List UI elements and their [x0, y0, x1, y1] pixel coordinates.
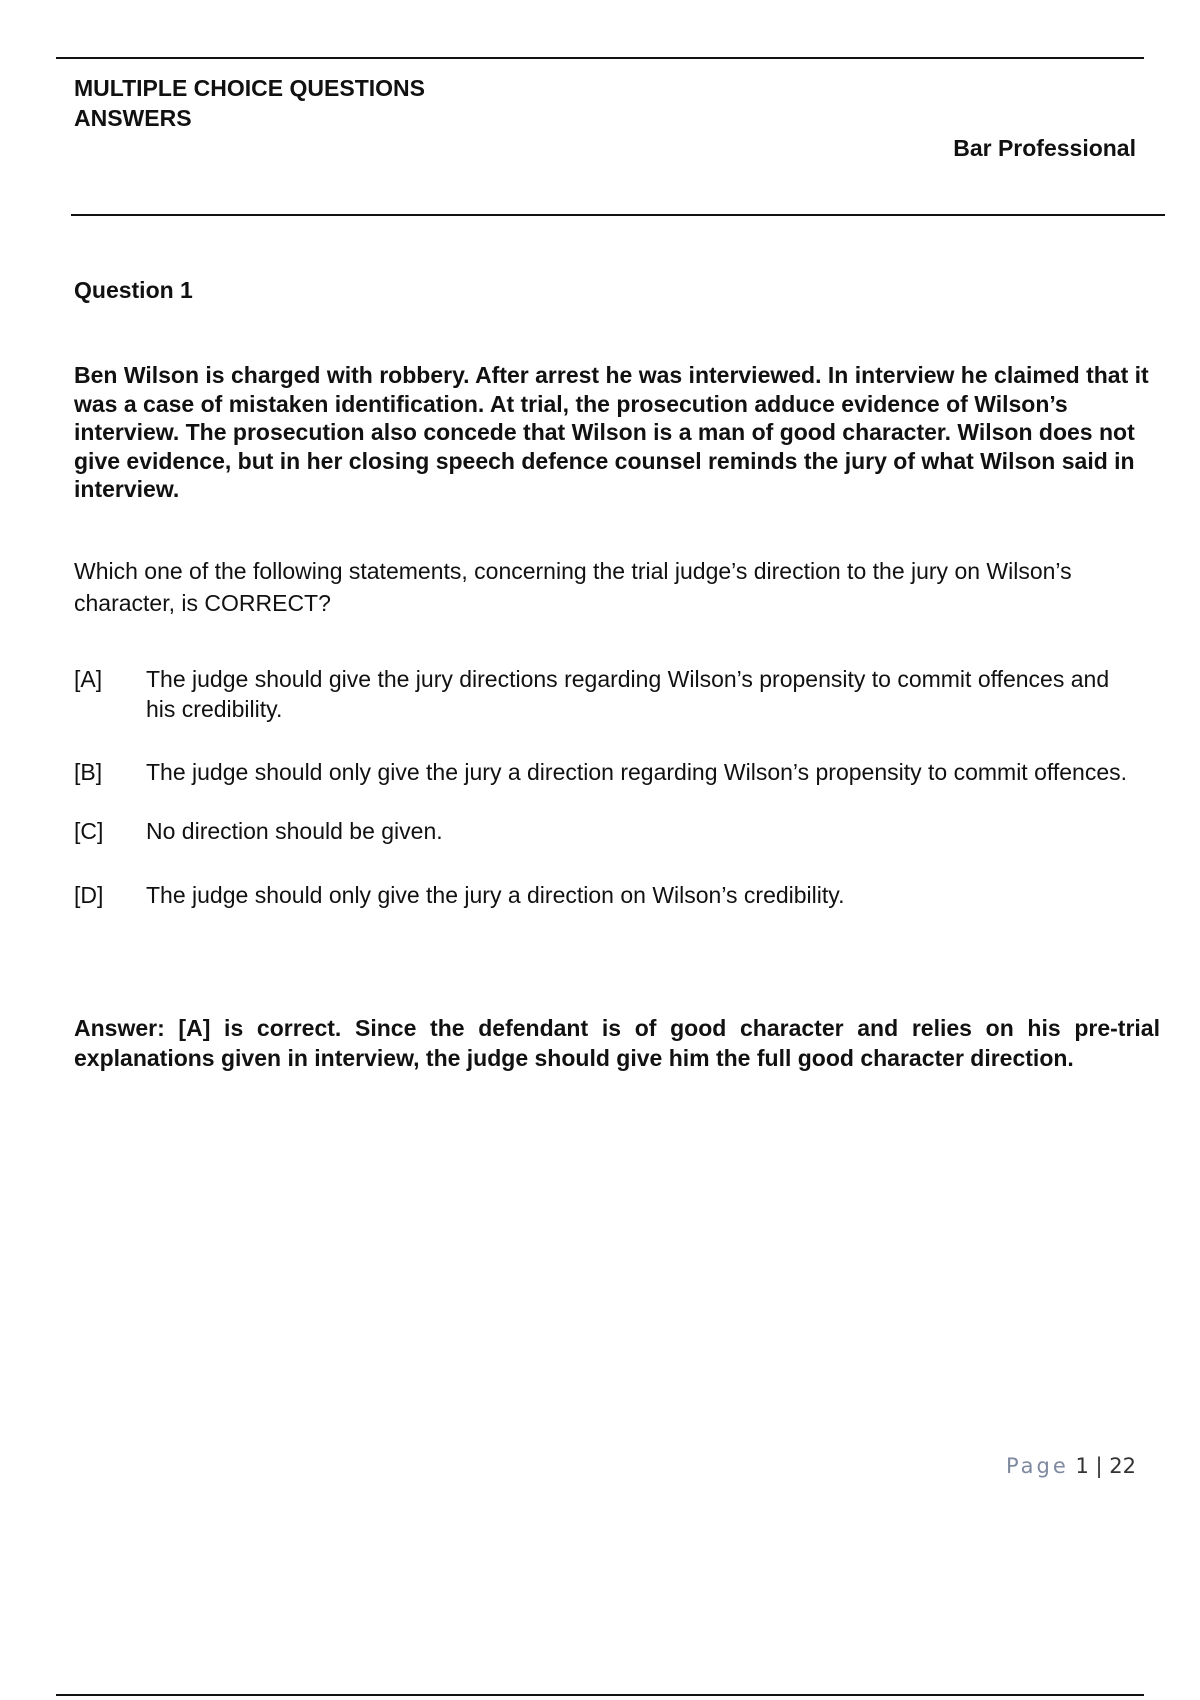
page-number [1006, 1452, 1136, 1480]
header-top-rule [56, 57, 1144, 59]
option-text: The judge should give the jury directions regarding Wilson’s propensity to commit offences and his credibility. [146, 666, 1110, 722]
answer-explanation: Answer: [A] is correct. Since the defendant is of good character and relies on his pre-trial explanations given in interview, the judge should give him the full good character direction. [74, 1015, 1160, 1071]
answer-options-list [74, 664, 1134, 910]
option-letter: [D] [74, 882, 104, 908]
question-heading: Question 1 [74, 277, 193, 303]
option-a [74, 664, 1134, 724]
document-title: MULTIPLE CHOICE QUESTIONS [74, 75, 425, 101]
option-letter: [A] [74, 666, 103, 692]
option-text: The judge should only give the jury a direction regarding Wilson’s propensity to commit offences. [146, 759, 1128, 785]
brand-label: Bar Professional [953, 135, 1136, 161]
header-bottom-rule [71, 214, 1165, 216]
page-word: Page [1005, 1454, 1069, 1478]
page-count: 1 | 22 [1075, 1454, 1136, 1478]
question-prompt: Which one of the following statements, concerning the trial judge’s direction to the jury on Wilson’s character, is CORRECT? [74, 558, 1072, 616]
footer-bottom-rule [56, 1694, 1144, 1696]
option-c [74, 816, 1134, 846]
option-text: The judge should only give the jury a direction on Wilson’s credibility. [146, 882, 845, 908]
document-subtitle: ANSWERS [74, 105, 192, 131]
option-letter: [C] [74, 818, 104, 844]
question-scenario: Ben Wilson is charged with robbery. After arrest he was interviewed. In interview he claimed that it was a case of mistaken identification. At trial, the prosecution adduce evidence of Wilson’s interview. The prosecution also concede that Wilson is a man of good character. Wilson does not give evidence, but in her closing speech defence counsel reminds the jury of what Wilson said in interview. [74, 362, 1149, 502]
option-d [74, 880, 1134, 910]
option-letter: [B] [74, 759, 103, 785]
option-b [74, 757, 1134, 787]
option-text: No direction should be given. [146, 818, 443, 844]
